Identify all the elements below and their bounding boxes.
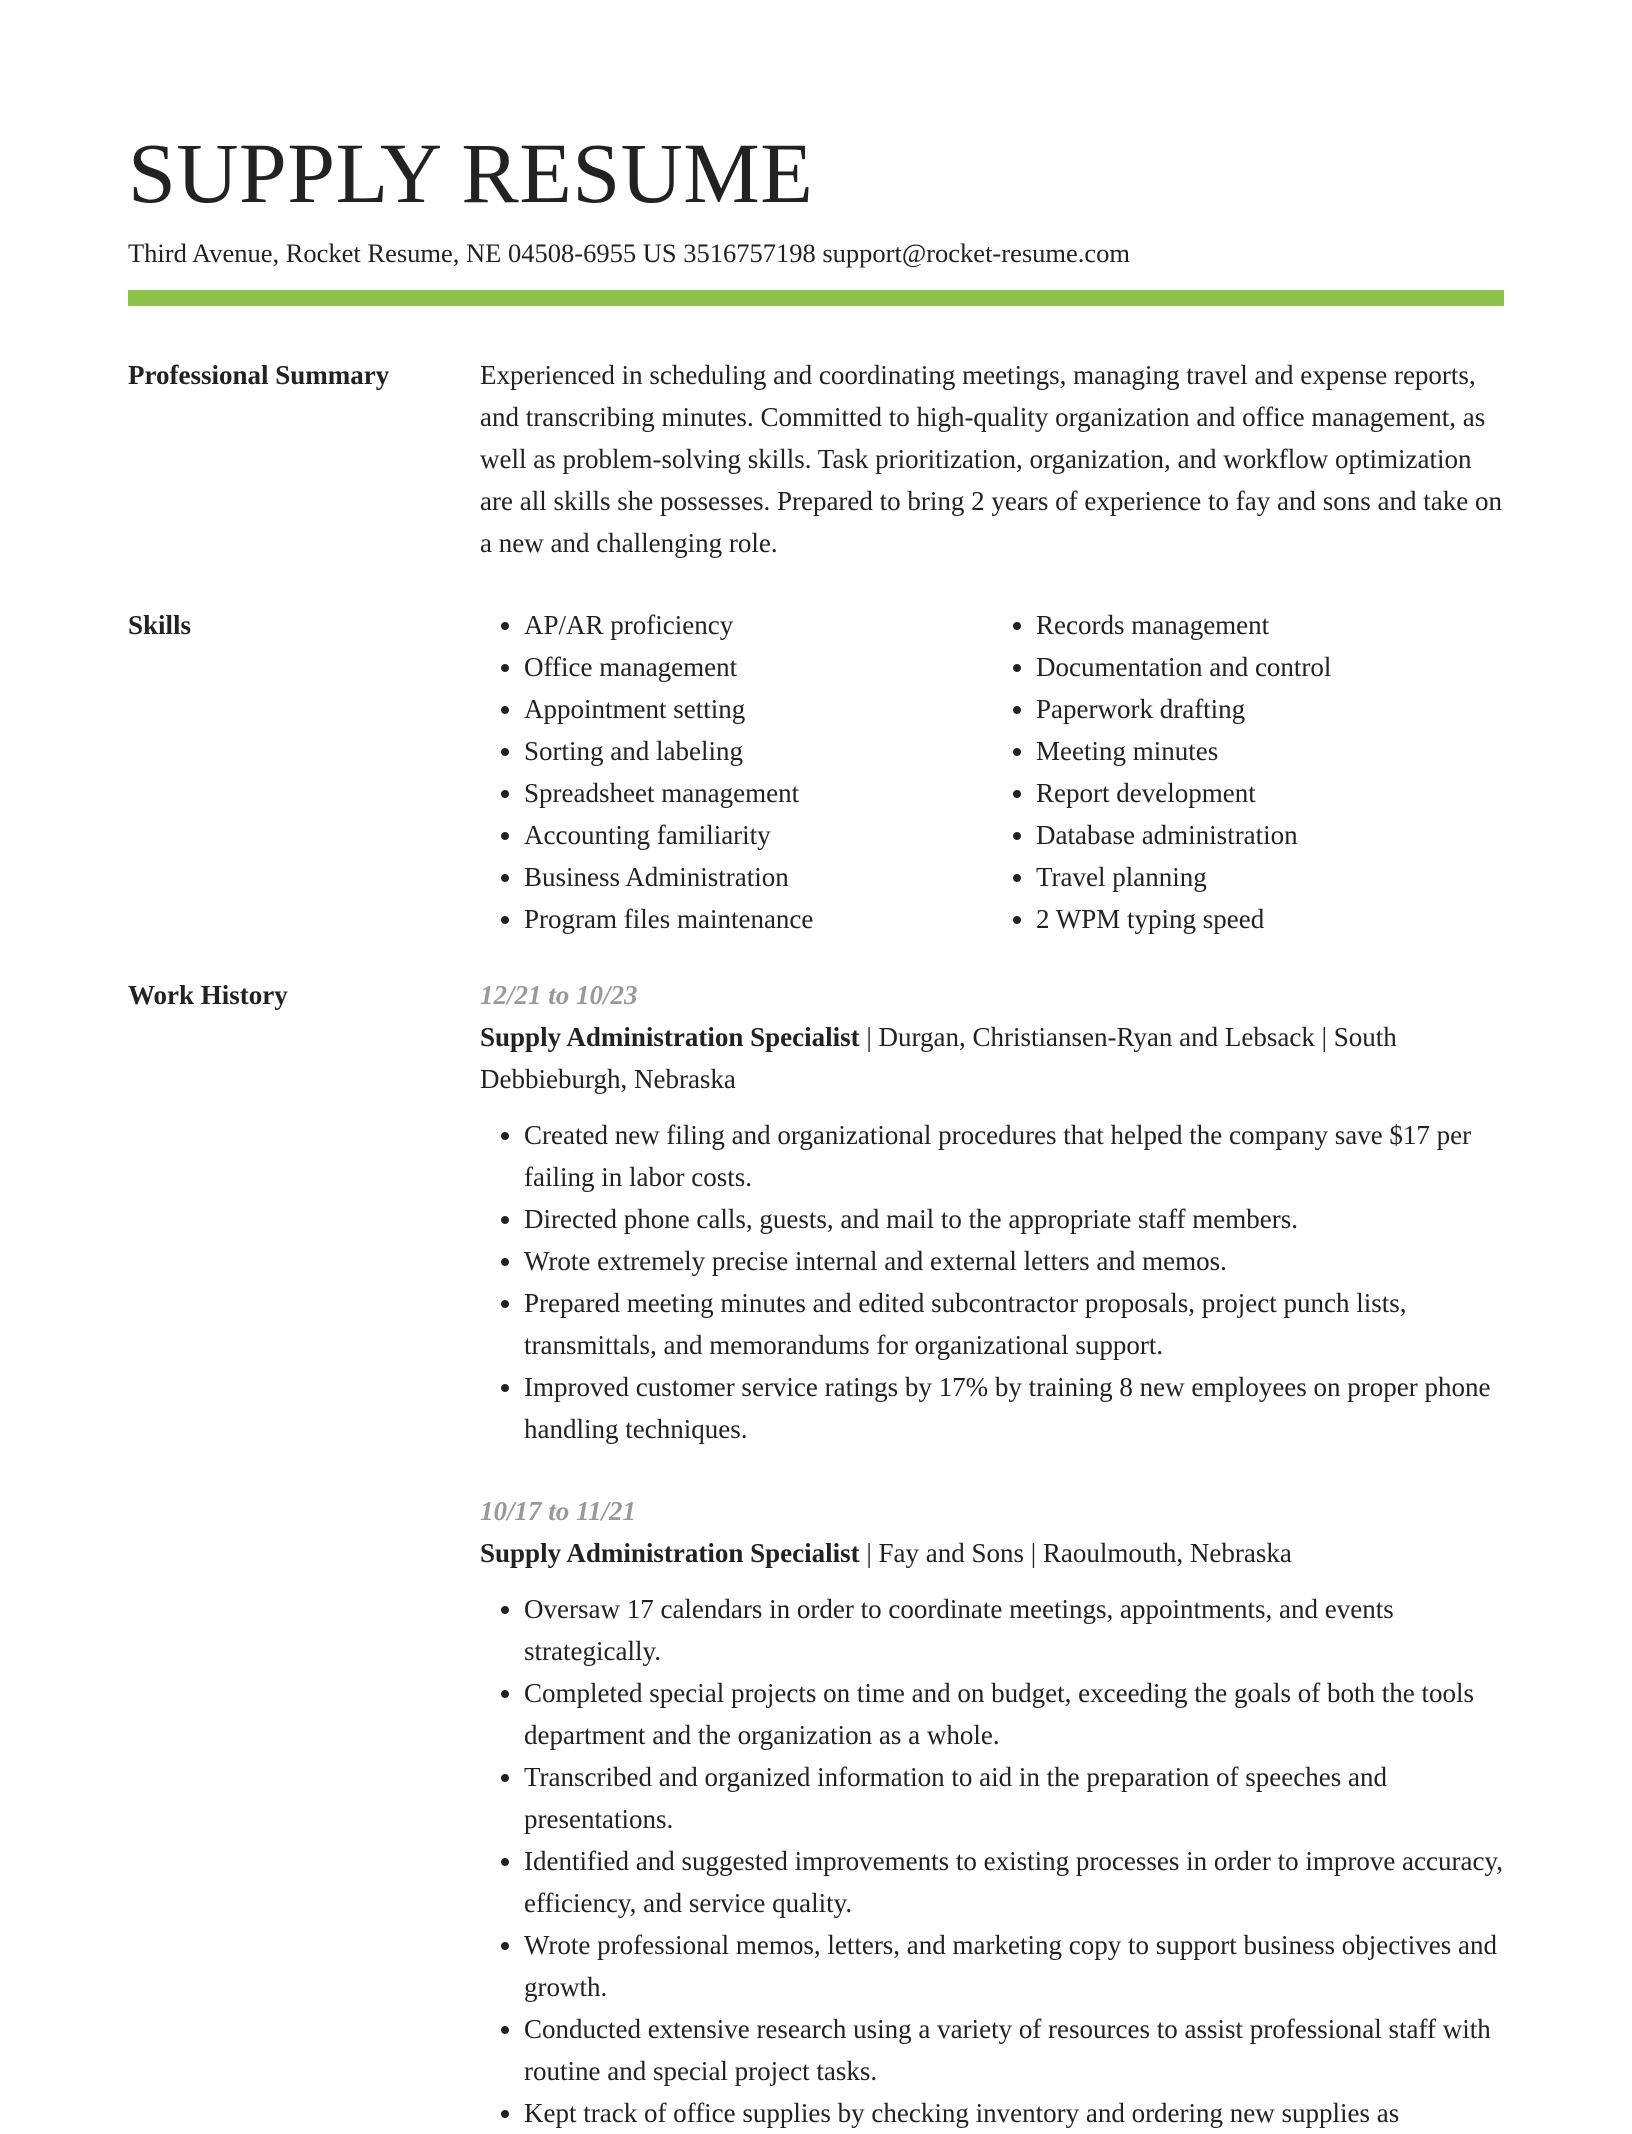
job-bullet: • Completed special projects on time and on budget, exceeding the goals of both the tools department and the organization as a whole. xyxy=(524,1672,1504,1756)
job-bullet: • Wrote professional memos, letters, and marketing copy to support business objectives and growth. xyxy=(524,1924,1504,2008)
skill-item: • Program files maintenance xyxy=(524,898,992,940)
job-details: | Fay and Sons | Raoulmouth, Nebraska xyxy=(859,1537,1292,1568)
skill-item: • AP/AR proficiency xyxy=(524,604,992,646)
job-dates: 12/21 to 10/23 xyxy=(480,979,638,1010)
job-title-line xyxy=(480,1532,1504,1574)
section-work-history xyxy=(128,974,1504,2134)
job-bullet: • Wrote extremely precise internal and external letters and memos. xyxy=(524,1240,1504,1282)
skill-item: • Accounting familiarity xyxy=(524,814,992,856)
contact-line: Third Avenue, Rocket Resume, NE 04508-6955 US 3516757198 support@rocket-resume.com xyxy=(128,238,1131,268)
job-bullet: • Kept track of office supplies by checking inventory and ordering new supplies as xyxy=(524,2092,1504,2134)
skill-item: • Database administration xyxy=(1036,814,1504,856)
section-heading: Professional Summary xyxy=(128,359,390,390)
summary-text: Experienced in scheduling and coordinating meetings, managing travel and expense reports, and transcribing minutes. Committed to high-quality organization and office management, as well as problem-solving skills. Task prioritization, organization, and workflow optimization are all skills she possesses. Prepared to bring 2 years of experience to fay and sons and take on a new and challenging role. xyxy=(480,359,1502,558)
skill-item: • Sorting and labeling xyxy=(524,730,992,772)
skill-item: • Office management xyxy=(524,646,992,688)
job-bullet: • Prepared meeting minutes and edited subcontractor proposals, project punch lists, transmittals, and memorandums for organizational support. xyxy=(524,1282,1504,1366)
section-heading: Work History xyxy=(128,979,288,1010)
section-heading: Skills xyxy=(128,609,192,640)
job-bullets xyxy=(480,1114,1504,1450)
job-title-line xyxy=(480,1016,1504,1100)
skill-item: • Documentation and control xyxy=(1036,646,1504,688)
accent-divider xyxy=(128,290,1504,306)
job-bullet: • Created new filing and organizational procedures that helped the company save $17 per failing in labor costs. xyxy=(524,1114,1504,1198)
resume-name: SUPPLY RESUME xyxy=(128,125,814,221)
job-dates: 10/17 to 11/21 xyxy=(480,1495,637,1526)
job-bullet: • Transcribed and organized information to aid in the preparation of speeches and presentations. xyxy=(524,1756,1504,1840)
job-bullet: • Directed phone calls, guests, and mail to the appropriate staff members. xyxy=(524,1198,1504,1240)
job-details: | Durgan, Christiansen-Ryan and Lebsack | South Debbieburgh, Nebraska xyxy=(480,1021,1397,1094)
section-professional-summary xyxy=(128,354,1504,564)
skill-item: • Records management xyxy=(1036,604,1504,646)
job-bullet: • Conducted extensive research using a variety of resources to assist professional staff with routine and special project tasks. xyxy=(524,2008,1504,2092)
job-bullet: • Improved customer service ratings by 17% by training 8 new employees on proper phone handling techniques. xyxy=(524,1366,1504,1450)
skill-item: • Meeting minutes xyxy=(1036,730,1504,772)
skill-item: • 2 WPM typing speed xyxy=(1036,898,1504,940)
skill-item: • Report development xyxy=(1036,772,1504,814)
job-entry xyxy=(480,974,1504,1450)
skill-item: • Spreadsheet management xyxy=(524,772,992,814)
skill-item: • Travel planning xyxy=(1036,856,1504,898)
job-title: Supply Administration Specialist xyxy=(480,1021,860,1052)
job-bullet: • Oversaw 17 calendars in order to coordinate meetings, appointments, and events strategically. xyxy=(524,1588,1504,1672)
skills-list-right xyxy=(992,604,1504,940)
job-title: Supply Administration Specialist xyxy=(480,1537,860,1568)
skill-item: • Paperwork drafting xyxy=(1036,688,1504,730)
job-entry xyxy=(480,1490,1504,2134)
job-bullet: • Identified and suggested improvements to existing processes in order to improve accuracy, efficiency, and service quality. xyxy=(524,1840,1504,1924)
section-skills xyxy=(128,604,1504,940)
job-bullets xyxy=(480,1588,1504,2134)
skill-item: • Business Administration xyxy=(524,856,992,898)
skills-list-left xyxy=(480,604,992,940)
skill-item: • Appointment setting xyxy=(524,688,992,730)
